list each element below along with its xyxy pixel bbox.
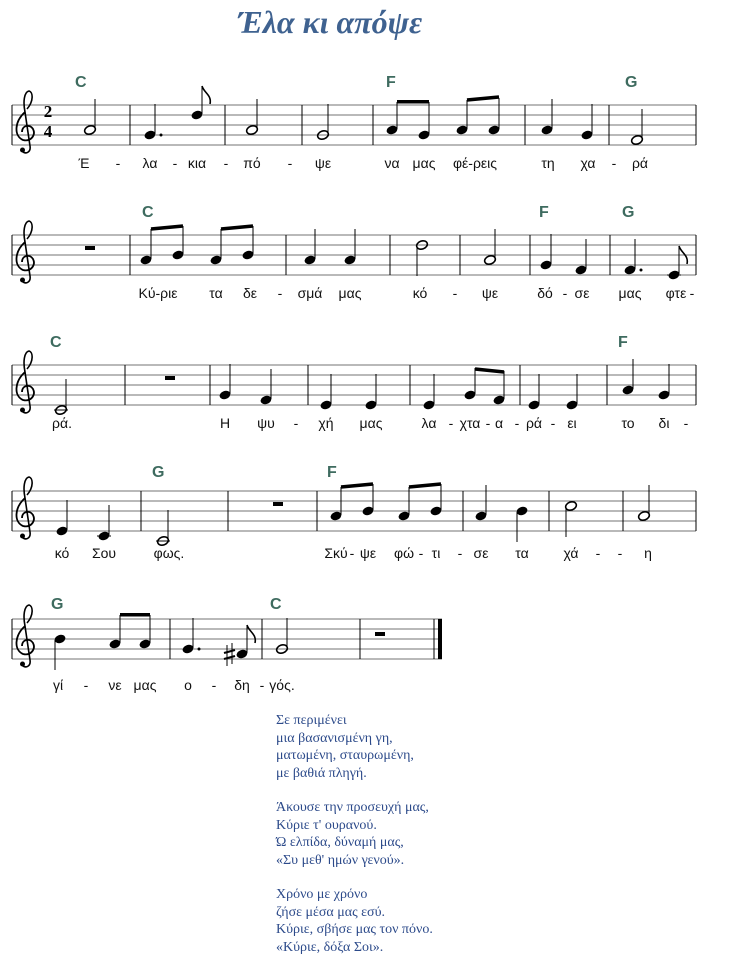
note (565, 374, 578, 411)
note (515, 505, 528, 542)
note (218, 364, 231, 401)
chord-symbol: C (270, 596, 282, 613)
note (329, 487, 342, 522)
lyric-syllable: νε (108, 677, 122, 693)
lyric-syllable: ρά. (52, 415, 72, 431)
staff-system-3 (12, 351, 696, 416)
staff-system-4 (12, 477, 696, 547)
note (259, 369, 272, 406)
note (83, 99, 96, 136)
chord-symbol: G (625, 74, 638, 91)
verse-line: μια βασανισμένη γη, (276, 730, 393, 746)
lyric-hyphen: - (683, 415, 689, 431)
lyric-hyphen: - (485, 415, 491, 431)
time-signature-bottom: 4 (43, 122, 53, 141)
lyric-hyphen: - (293, 415, 299, 431)
note (241, 226, 254, 261)
note (657, 364, 670, 401)
time-signature-top: 2 (43, 102, 53, 121)
verse-line: Ώ ελπίδα, δύναμή μας, (276, 835, 404, 850)
lyric-hyphen: - (457, 545, 463, 561)
lyric-syllable: δη (234, 677, 250, 693)
note (190, 86, 210, 121)
lyric-hyphen: - (83, 677, 89, 693)
note (319, 374, 332, 411)
note (209, 229, 222, 266)
note (108, 615, 121, 650)
lyric-hyphen: - (211, 677, 217, 693)
note (637, 485, 650, 522)
verse-line: Άκουσε την προσευχή μας, (276, 800, 429, 815)
lyric-syllable: ο (184, 677, 192, 693)
note (171, 226, 184, 261)
lyric-syllable: τη (541, 155, 555, 171)
lyric-syllable: τα (209, 285, 223, 301)
note (245, 99, 258, 136)
lyric-hyphen: - (550, 415, 556, 431)
lyric-syllable: σε (473, 545, 489, 561)
lyric-syllable: Σου (91, 545, 117, 561)
lyric-syllable: σμά (297, 285, 323, 301)
lyric-syllable: φτε (665, 285, 687, 301)
note (422, 374, 435, 411)
lyric-syllable: ψε (481, 285, 499, 301)
lyric-hyphen: - (349, 545, 355, 561)
lyric-syllable: χτα (459, 415, 481, 431)
lyric-syllable: ει (567, 415, 577, 431)
lyric-syllable: μας (618, 285, 642, 301)
note (97, 505, 111, 542)
note (630, 109, 643, 146)
lyric-hyphen: - (448, 415, 454, 431)
lyric-syllable: λα (142, 155, 158, 171)
lyric-syllable: σε (574, 285, 590, 301)
sharp-sign (224, 643, 235, 666)
verse-line: ζήσε μέσα μας εσύ. (276, 904, 386, 920)
note (55, 500, 68, 537)
lyric-syllable: ψε (314, 155, 332, 171)
note (463, 368, 476, 401)
lyric-syllable: η (644, 545, 652, 561)
note (54, 379, 68, 416)
lyric-syllable: μας (412, 155, 436, 171)
lyric-syllable: κό (412, 285, 428, 301)
verse-line: με βαθιά πληγή. (276, 765, 367, 781)
lyric-syllable: δε (242, 285, 258, 301)
verse-line: «Κύριε, δόξα Σοι». (276, 939, 384, 955)
lyric-hyphen: - (617, 545, 623, 561)
lyric-syllable: Η (219, 415, 231, 431)
song-title: Έλα κι απόψε (237, 4, 423, 40)
note (564, 500, 577, 537)
note (138, 615, 151, 650)
verse-line: Χρόνο με χρόνο (276, 887, 368, 902)
verse-line: ματωμένη, σταυρωμένη, (276, 748, 414, 763)
note (492, 371, 505, 406)
lyric-syllable: γί (52, 677, 64, 693)
note (623, 239, 642, 276)
note (574, 239, 587, 276)
note (527, 374, 540, 411)
lyric-syllable: φως. (153, 545, 185, 561)
lyric-hyphen: - (172, 155, 178, 171)
lyric-syllable: μας (133, 677, 157, 693)
note (235, 625, 255, 660)
lyric-hyphen: - (514, 415, 520, 431)
chord-symbol: G (152, 464, 165, 481)
lyric-syllable: δι (658, 415, 670, 431)
lyric-syllable: γός. (269, 677, 295, 693)
note (139, 229, 152, 266)
lyric-syllable: ψυ (257, 415, 275, 431)
note (483, 229, 496, 266)
note (364, 374, 377, 411)
note (667, 246, 687, 281)
lyric-hyphen: - (259, 677, 265, 693)
chord-symbol: F (618, 334, 628, 351)
lyric-hyphen: - (115, 155, 121, 171)
note (53, 633, 66, 670)
staff-system-2 (12, 221, 696, 283)
lyric-syllable: ρά (525, 415, 543, 431)
chord-symbol: F (386, 74, 396, 91)
verse-line: «Συ μεθ' ημών γενού». (276, 852, 405, 868)
chord-symbol: G (622, 204, 635, 221)
lyric-syllable: χή (318, 415, 334, 431)
note (156, 510, 170, 547)
lyric-syllable: χα (580, 155, 596, 171)
lyric-syllable: το (621, 415, 635, 431)
note (417, 102, 430, 141)
lyric-syllable: κό (54, 545, 70, 561)
lyric-hyphen: - (595, 545, 601, 561)
lyric-hyphen: - (452, 285, 458, 301)
lyric-syllable: δό (537, 285, 553, 301)
chord-symbol: F (327, 464, 337, 481)
verse-line: Σε περιμένει (276, 713, 347, 728)
chord-symbol: C (50, 334, 62, 351)
lyric-syllable: ψε (359, 545, 377, 561)
verse-line: Κύριε, σβήσε μας τον πόνο. (276, 922, 433, 937)
lyric-syllable: πό (243, 155, 261, 171)
note (343, 229, 356, 266)
note (361, 484, 374, 517)
verses-block (276, 712, 433, 973)
lyric-syllable: φώ (393, 545, 415, 561)
lyric-hyphen: - (689, 285, 695, 301)
staff-system-1 (12, 86, 696, 153)
note (539, 234, 552, 271)
lyric-syllable: φέ-ρεις (452, 155, 498, 171)
lyric-hyphen: - (418, 545, 424, 561)
verse-stanza (276, 886, 433, 956)
lyric-syllable: Κύ-ριε (138, 285, 178, 301)
chord-symbol: F (539, 204, 549, 221)
lyric-syllable: κια (187, 155, 207, 171)
lyric-syllable: να (384, 155, 400, 171)
note (397, 487, 410, 522)
note (487, 98, 500, 136)
chord-symbol: C (142, 204, 154, 221)
lyric-hyphen: - (277, 285, 283, 301)
note (143, 104, 162, 141)
note (474, 485, 487, 522)
lyric-syllable: τι (431, 545, 441, 561)
verse-stanza (276, 799, 433, 869)
note (303, 229, 316, 266)
lyric-syllable: α (494, 415, 504, 431)
chord-symbol: C (75, 74, 87, 91)
lyric-hyphen: - (562, 285, 568, 301)
note (181, 618, 200, 655)
verse-line: Κύριε τ' ουρανού. (276, 817, 377, 833)
lyric-hyphen: - (611, 155, 617, 171)
chord-symbol: G (51, 596, 64, 613)
lyric-syllable: λα (421, 415, 437, 431)
lyric-syllable: ρά (631, 155, 649, 171)
lyric-syllable: Έ (78, 155, 90, 171)
lyric-syllable: τα (515, 545, 529, 561)
note (621, 359, 634, 396)
staff-system-5 (12, 605, 442, 670)
lyric-hyphen: - (223, 155, 229, 171)
lyric-syllable: μας (338, 285, 362, 301)
lyric-syllable: Σκύ (324, 545, 348, 561)
verse-stanza (276, 712, 433, 782)
lyric-hyphen: - (287, 155, 293, 171)
lyric-syllable: μας (359, 415, 383, 431)
note (385, 102, 398, 136)
note (429, 484, 442, 517)
note (540, 99, 553, 136)
note (580, 104, 593, 141)
lyric-syllable: χά (563, 545, 579, 561)
